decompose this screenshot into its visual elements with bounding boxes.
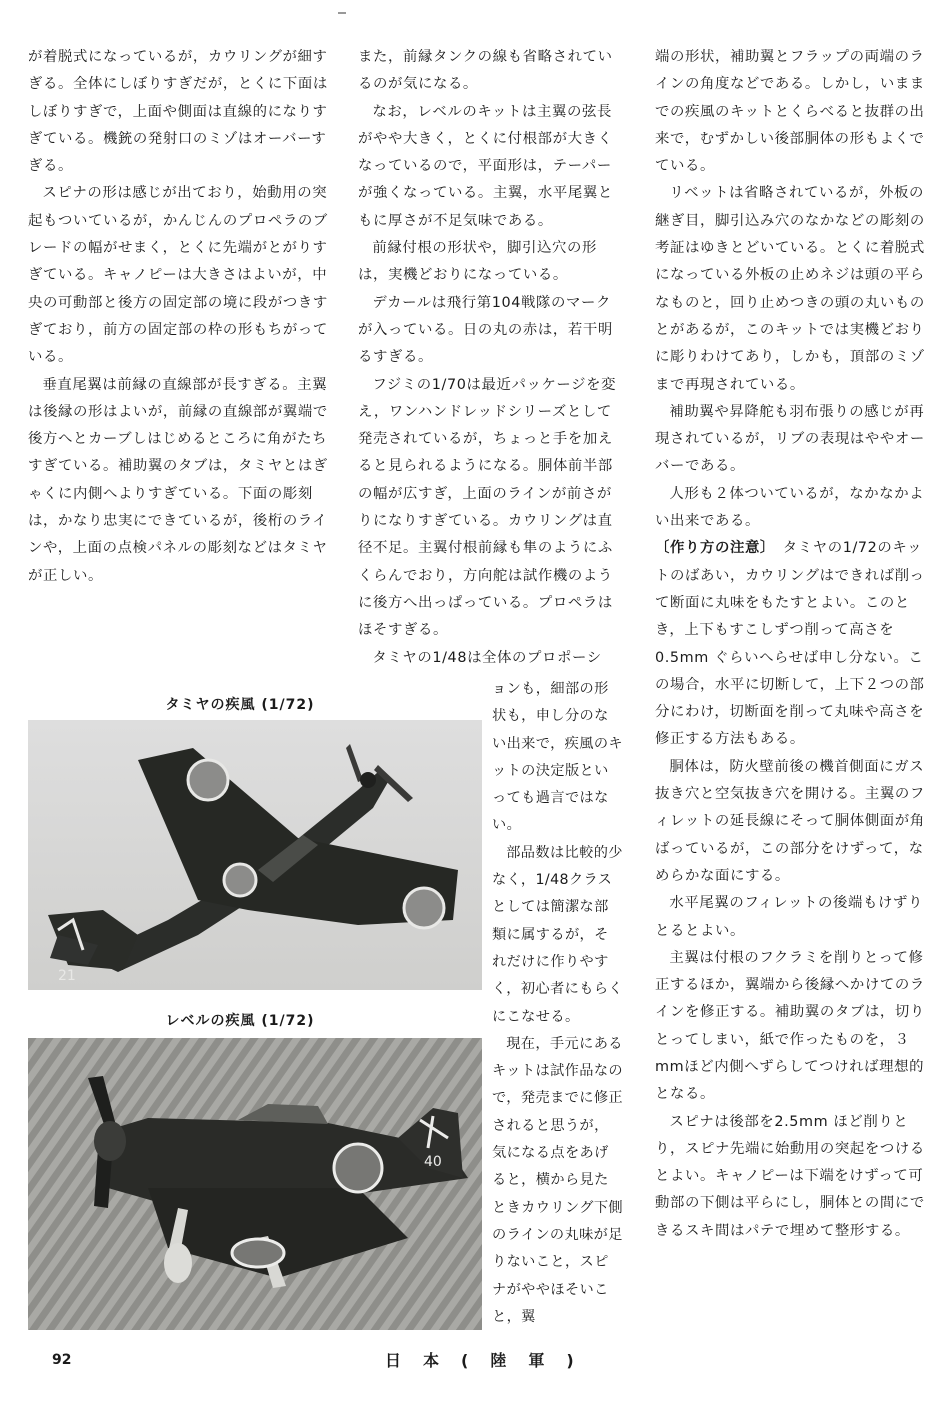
col3-section <box>655 535 927 753</box>
col3-paragraph-3: 補助翼や昇降舵も羽布張りの感じが再現されているが，リブの表現はややオーバーである。 <box>655 403 925 475</box>
aircraft-side-view-illustration <box>28 1038 482 1330</box>
col2-paragraph-6-rest: ョンも，細部の形状も，申し分のない出来で，疾風のキットの決定版といっても過言ではない。 <box>492 681 624 834</box>
col2-paragraph-6-start: タミヤの1/48は全体のプロポーシ <box>372 649 602 666</box>
photo-caption-revell: レベルの疾風 (1/72) <box>165 1013 315 1029</box>
photo1-tail-number: 21 <box>58 968 76 984</box>
col3-paragraph-7: 水平尾翼のフィレットの後端もけずりとるとよい。 <box>655 895 923 939</box>
col2-paragraph-4: デカールは飛行第104戦隊のマークが入っている。日の丸の赤は，若干明るすぎる。 <box>358 294 613 366</box>
photo-tamiya-hayate-model <box>28 720 482 990</box>
col3-paragraph-6: 胴体は，防火壁前後の機首側面にガス抜き穴と空気抜き穴を開ける。主翼のフィレットの延長線にそって胴体側面が角ばっているが，この部分をけずって，なめらかな面にする。 <box>655 758 925 884</box>
col2-paragraph-5: フジミの1/70は最近パッケージを変え，ワンハンドレッドシリーズとして発売されているが，ちょっと手を加えると見られるようになる。胴体前半部の幅が広すぎ，上面のラインが前さがりになりすぎている。カウリングは直径不足。主翼付根前縁も隼のようにふくらんでおり，方向舵は試作機のように後方へ出っぱっている。プロペラはほそすぎる。 <box>358 376 617 639</box>
text-column-2-narrow <box>492 676 623 1331</box>
col3-paragraph-5: タミヤの1/72のキットのばあい，カウリングはできれば削って断面に丸味をもたすとよい。このとき，上下もすこしずつ削って高さを0.5mm ぐらいへらせば申し分ない。この場合，水平に切断して，上下２つの部分にわけ，切断面を削って丸味や高さを修正する方法もある。 <box>655 540 925 748</box>
running-footer-title: 日本(陸軍) <box>385 1351 596 1370</box>
col2-paragraph-1: また，前縁タンクの線も省略されているのが気になる。 <box>358 49 613 93</box>
aircraft-top-view-illustration <box>28 720 482 990</box>
col3-paragraph-9: スピナは後部を2.5mm ほど削りとり，スピナ先端に始動用の突起をつけるとよい。キャノピーは下端をけずって可動部の下側は平らにし，胴体との間にできるスキ間はパテで埋めて整形する。 <box>655 1113 925 1239</box>
top-registration-mark <box>338 12 346 14</box>
col3-paragraph-1: 端の形状，補助翼とフラップの両端のラインの角度などである。しかし，いままでの疾風のキットとくらべると抜群の出来で，むずかしい後部胴体の形もよくでている。 <box>655 49 925 175</box>
section-heading: 〔作り方の注意〕 <box>655 540 768 557</box>
photo-caption-tamiya: タミヤの疾風 (1/72) <box>165 697 315 713</box>
col3-paragraph-8: 主翼は付根のフクラミを削りとって修正するほか，翼端から後縁へかけてのラインを修正する。補助翼のタブは，切りとってしまい，紙で作ったものを，３mmほど内側へずらしてつければ理想的となる。 <box>655 949 925 1103</box>
col3-paragraph-4: 人形も２体ついているが，なかなかよい出来である。 <box>655 485 925 530</box>
col3-paragraph-2: リベットは省略されているが，外板の継ぎ目，脚引込み穴のなかなどの彫刻の考証はゆきとどいている。とくに着脱式になっている外板の止めネジは頭の平らなものと，回り止めつきの頭の丸いものとがあるが，このキットでは実機どおりに彫りわけてあり，しかも，頂部のミゾまで再現されている。 <box>655 185 925 393</box>
photo-revell-hayate-model <box>28 1038 482 1330</box>
col2-paragraph-2: なお，レベルのキットは主翼の弦長がやや大きく，とくに付根部が大きくなっているので，平面形は，テーパーが強くなっている。主翼，水平尾翼ともに厚さが不足気味である。 <box>358 103 613 229</box>
photo2-tail-number: 40 <box>424 1154 442 1170</box>
page-number: 92 <box>52 1352 72 1368</box>
text-column-1 <box>28 44 328 590</box>
col1-paragraph-1: が着脱式になっているが，カウリングが細すぎる。全体にしぼりすぎだが，とくに下面はしぼりすぎで，上面や側面は直線的になりすぎている。機銃の発射口のミゾはオーバーすぎる。 <box>28 49 328 175</box>
col2-paragraph-8: 現在，手元にあるキットは試作品なので，発売までに修正されると思うが，気になる点をあげると，横から見たときカウリング下側のラインの丸味が足りないこと，スピナがややほそいこと，翼 <box>492 1035 624 1325</box>
col2-paragraph-3: 前縁付根の形状や，脚引込穴の形は，実機どおりになっている。 <box>358 240 597 284</box>
text-column-2 <box>358 44 623 672</box>
col2-paragraph-7: 部品数は比較的少なく，1/48クラスとしては簡潔な部類に属するが，それだけに作りやすく，初心者にもらくにこなせる。 <box>492 844 624 1025</box>
text-column-3 <box>655 44 927 1245</box>
col1-paragraph-3: 垂直尾翼は前縁の直線部が長すぎる。主翼は後縁の形はよいが，前縁の直線部が翼端で後方へとカーブしはじめるところに角がたちすぎている。補助翼のタブは，タミヤとはぎゃくに内側へよりすぎている。下面の彫刻は，かなり忠実にできているが，後桁のラインや，上面の点検パネルの彫刻などはタミヤが正しい。 <box>28 376 328 584</box>
col1-paragraph-2: スピナの形は感じが出ており，始動用の突起もついているが，かんじんのプロペラのブレードの幅がせまく，とくに先端がとがりすぎている。キャノピーは大きさはよいが，中央の可動部と後方の固定部の境に段がつきすぎており，前方の固定部の枠の形もちがっている。 <box>28 185 328 366</box>
